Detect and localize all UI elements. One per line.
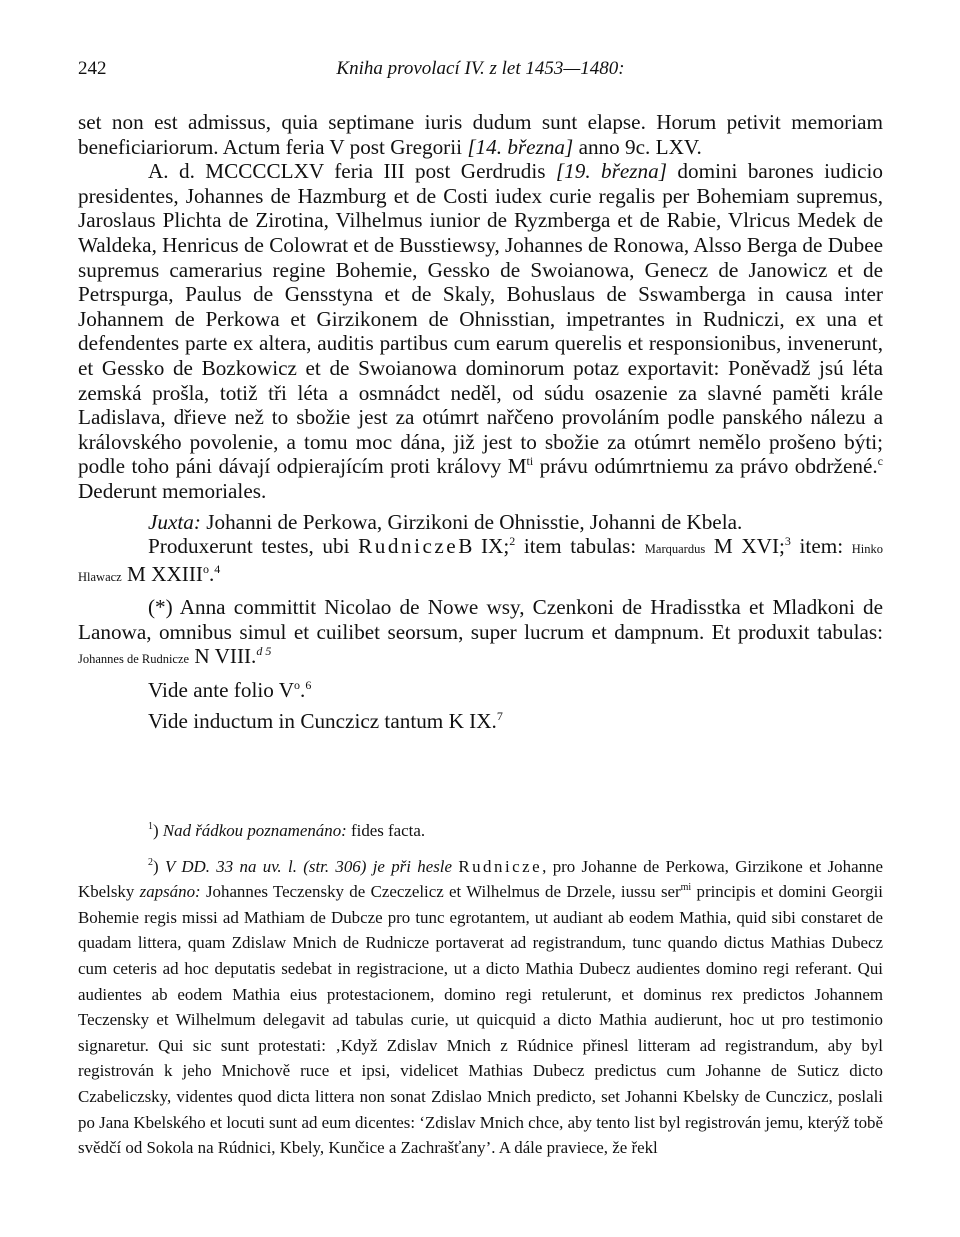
running-title: Kniha provolací IV. z let 1453—1480: <box>336 58 625 79</box>
page-header <box>78 58 883 88</box>
paragraph-judgment: A. d. MCCCCLXV feria III post Gerdrudis [19. března] domini barones iudicio presidentes, Johannes de Hazmburg et de Costi iudex curie regalis per Bohemiam supremus, Jaroslaus Plichta de Zirotina, Vilhelmus iunior de Ryzmberga et de Rabie, Vlricus Medek de Waldeka, Henricus de Colowrat et de Busstiewsy, Johannes de Ronowa, Alsso Berga de Dubee supremus camerarius regine Bohemie, Gessko de Swoianowa, Genecz de Janowicz et de Petrspurga, Paulus de Gensstyna et de Skaly, Bohuslaus de Sswamberga in causa inter Johannem de Perkowa et Girzikonem de Ohnisstian, impetrantes in Rudniczi, ex una et defendentes parte ex altera, auditis partibus cum earum querelis et responsionibus, invenerunt, et Gessko de Bozkowicz et de Swoianowa dominorum potaz exportavit: Poněvadž jsú léta zemská prošla, totiž tři léta a osmnádct neděl, od súdu osazenie za slavné paměti krále Ladislava, dřieve než to sbožie jest za otúmrt nařčeno provoláním podle panského nálezu a královského povolenie, a tomu moc dána, již jest to sbožie za otúmrt nemělo prošeno býti; podle toho páni dávají odpierajícím proti královy $M^{ti}$ právu odúmrtniemu za právo obdržené.$^c$ Dederunt memoriales. <box>78 159 884 503</box>
footnote-2: $^2$) V DD. 33 na uv. l. (str. 306) je při hesle Rudnicze, pro Johanne de Perkowa, Girzikone et Johanne Kbelsky zapsáno: Johannes Teczensky de Czeczelicz et Wilhelmus de Drzele, iussu ser$^{mi}$ principis et domini Georgii Bohemie regis missi ad Mathiam de Dubcze pro tunc egrotantem, ut audiant ab eodem Mathia, quid sibi constaret de quadam littera, quam Zdislaw Mnich de Rudnicze portaverat ad registrandum, tunc quando dictus Mathias Dubecz cum ceteris ad hoc deputatis sedebat in registracione, ut a dicto Mathia Dubecz audientes domino regi referant. Qui audientes ab eodem Mathia eius protestacionem, domino regi retulerunt, et dominus rex predictos Johannem Teczensky et Wilhelmum delegavit ad tabulas curie, ut quicquid a dicto Mathia audierunt, hoc ut pro testimonio signaretur. Qui sic sunt protestati: ‚Když Zdislav Mnich z Rúdnice přinesl litteram ad registrandum, aby byl registrován k jeho Mnichově ruce et ipsi, videlicet Mathias Dubecz predictus cum Johanne de Suticz dicto Czabeliczsky, videntes quod dicta littera non sonat Zdislao Mnich predicto, set Johanni Kbelsky de Cunczicz, poslali po Jana Kbelského et locuti sunt ad eum dicentes: ‘Zdislav Mnich chce, aby tento list byl registrován jemu, kterýž tobě svědčí od Sokola na Rúdnici, Kbely, Kunčice a Zachrašťany’. A dále praviece, že řekl <box>78 856 883 1158</box>
paragraph-anna: (*) Anna committit Nicolao de Nowe wsy, Czenkoni de Hradisstka et Mladkoni de Lanowa, omnibus simul et cuilibet seorsum, super lucrum et dampnum. Et produxit tabulas: Johannes de Rudnicze N VIII.$^{d 5}$ <box>78 595 883 669</box>
footnotes <box>78 818 883 1161</box>
main-text <box>78 110 883 733</box>
paragraph-continuation: set non est admissus, quia septimane iuris dudum sunt elapse. Horum petivit memoriam beneficiariorum. Actum feria V post Gregorii [14. března] anno 9c. LXV. <box>78 110 883 159</box>
paragraph-vide-inductum: Vide inductum in Cunczicz tantum K IX.$^7$ <box>148 708 503 733</box>
paragraph-witnesses: Produxerunt testes, ubi RudniczeB IX;$^2$ item tabulas: Marquardus M XVI;$^3$ item: Hinko Hlawacz M XXIII$^o$.$^4$ <box>78 534 884 586</box>
paragraph-juxta: Juxta: Johanni de Perkowa, Girzikoni de Ohnisstie, Johanni de Kbela. <box>148 509 743 534</box>
paragraph-vide-ante: Vide ante folio $V^o.^6$ <box>148 678 312 703</box>
footnote-1: $^1$) Nad řádkou poznamenáno: fides facta. <box>148 821 426 840</box>
page-number: 242 <box>78 58 107 79</box>
